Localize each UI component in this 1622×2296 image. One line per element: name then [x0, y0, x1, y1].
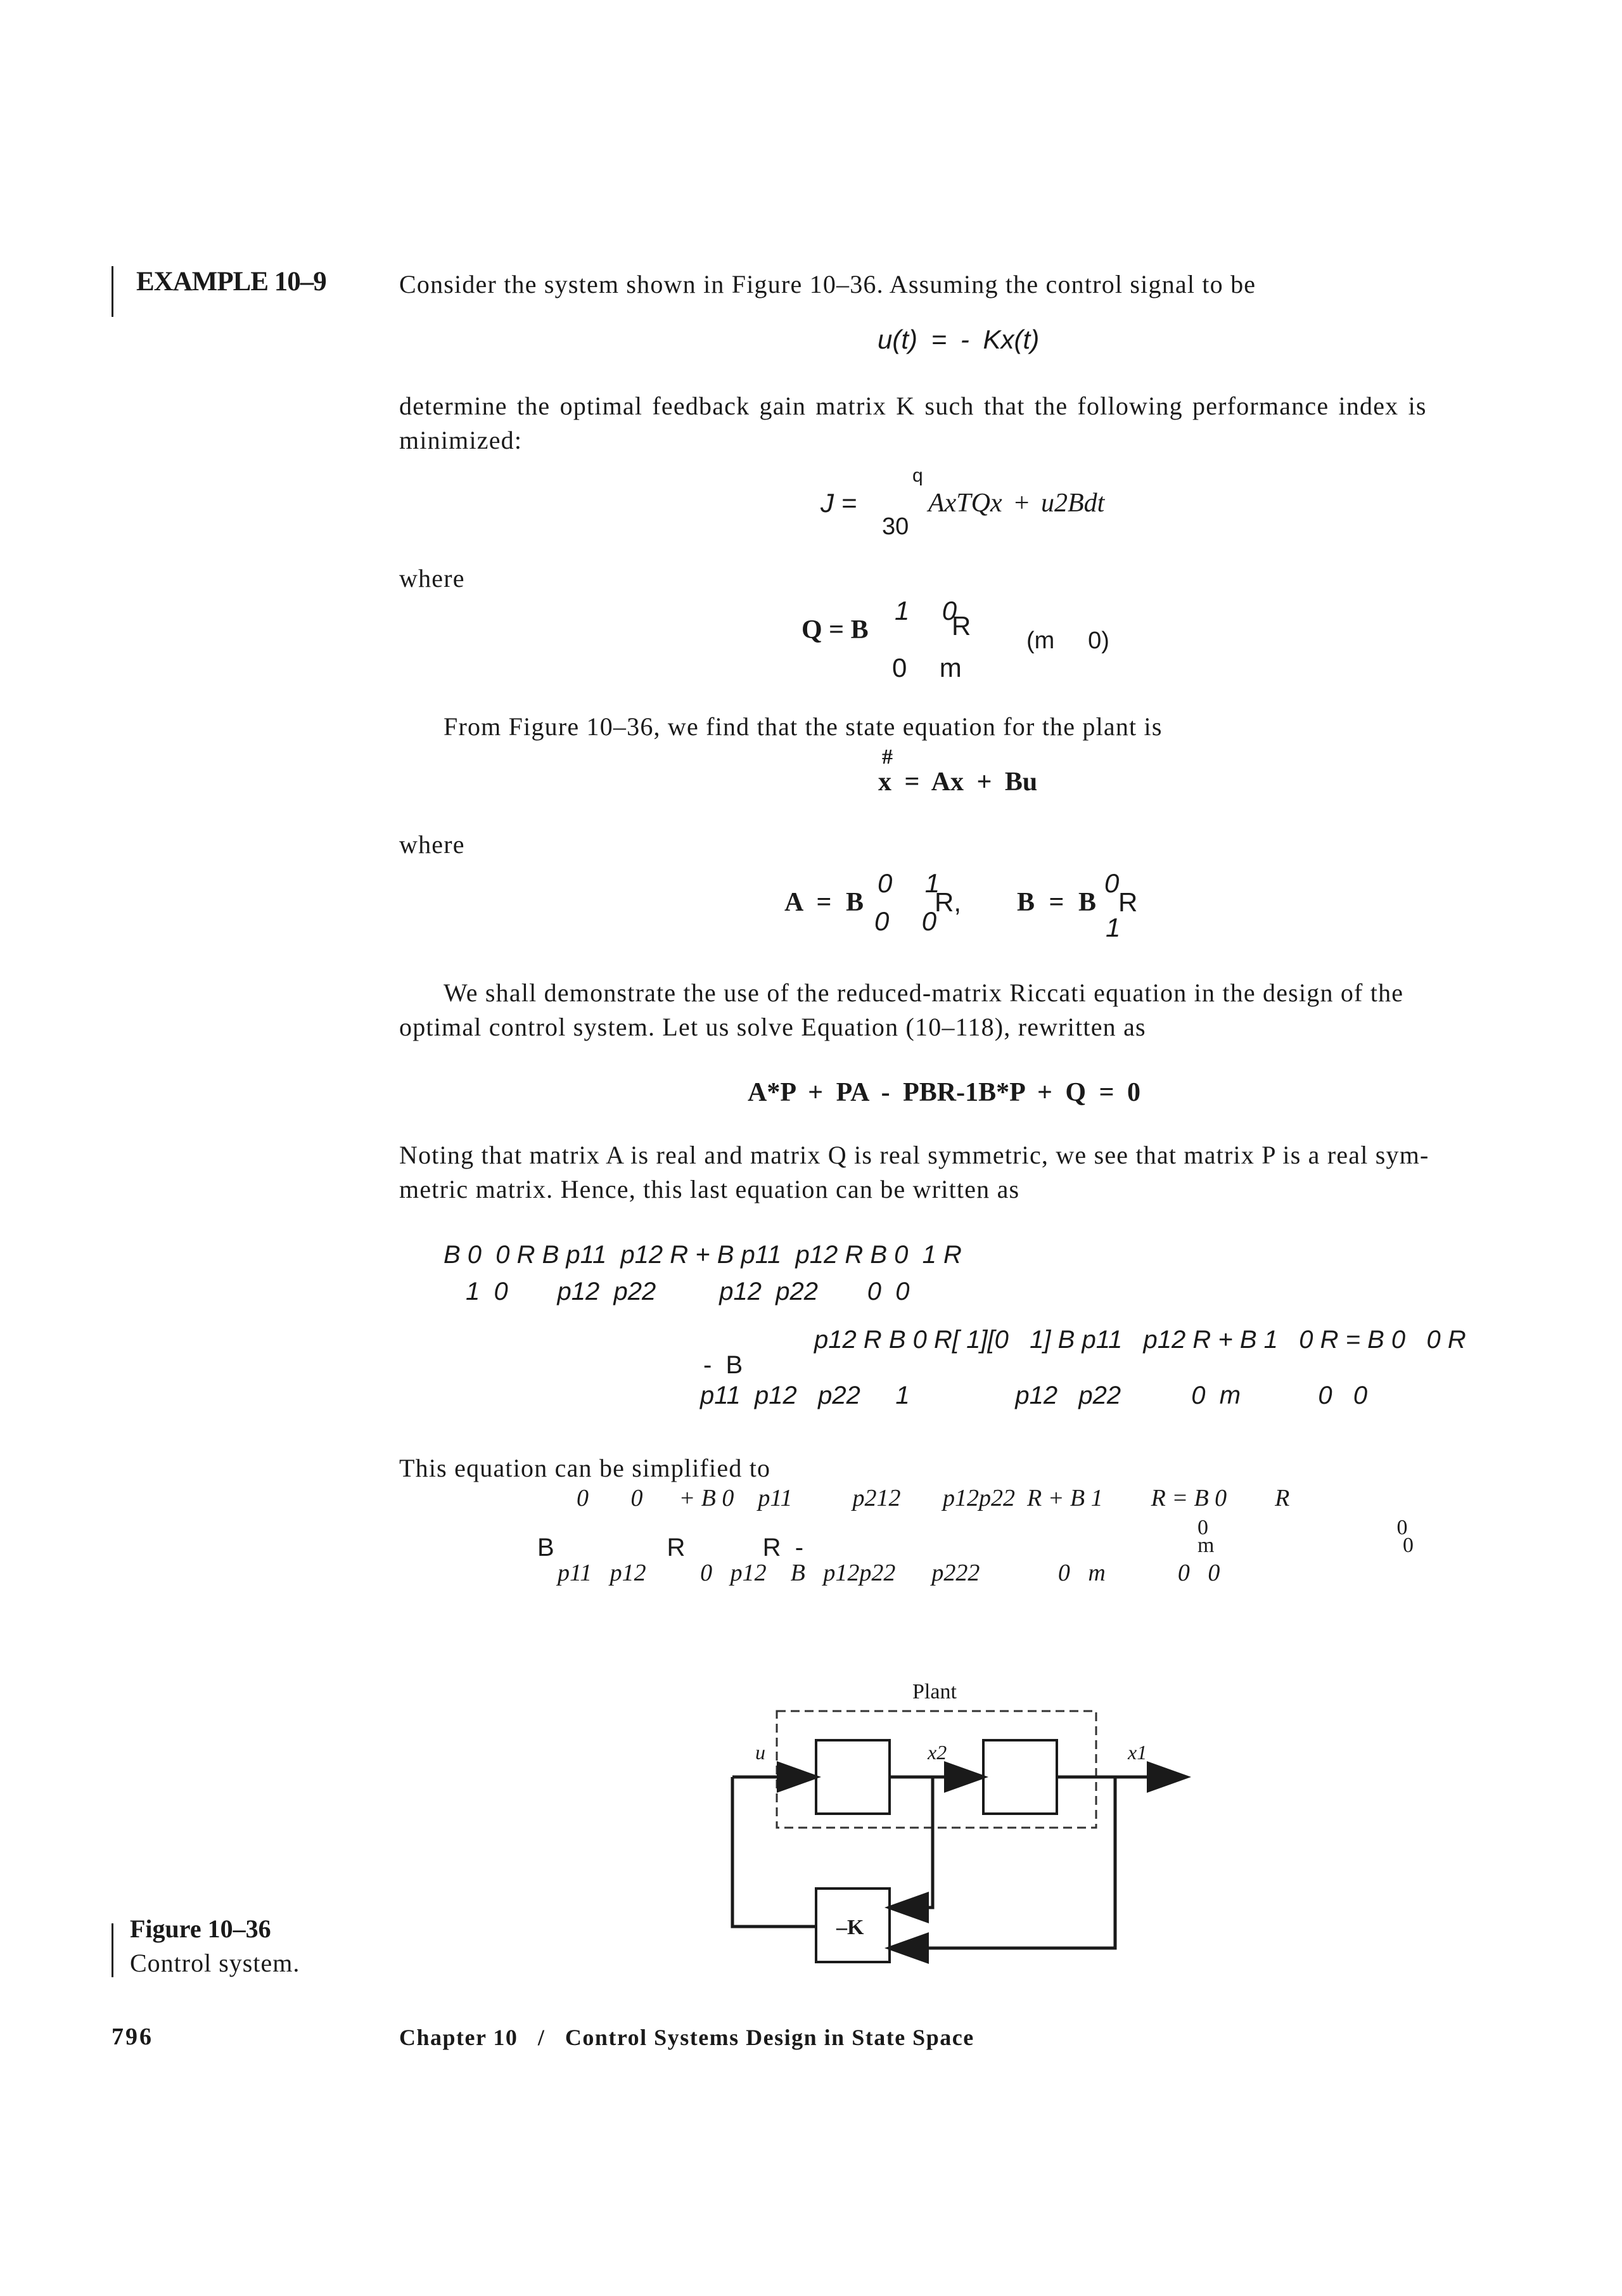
- k-output-line: [732, 1777, 816, 1927]
- control-law-equation: u(t) = - Kx(t): [878, 324, 1040, 354]
- B-matrix-lhs: B = B: [1017, 888, 1096, 917]
- perf-index-J: J =: [821, 488, 857, 518]
- intro-paragraph: Consider the system shown in Figure 10–36. Assuming the control signal to be: [399, 270, 1256, 298]
- state-equation: x = Ax + Bu: [878, 767, 1038, 797]
- noting-line-2: metric matrix. Hence, this last equation can be written as: [399, 1175, 1020, 1203]
- perf-index-lower-limit: 30: [882, 513, 909, 540]
- simp-eq-line1b: B R R -: [537, 1534, 804, 1562]
- plant-label: Plant: [912, 1680, 957, 1703]
- determine-line: determine the optimal feedback gain matrix K such that the following performance index is: [399, 392, 1427, 420]
- simp-eq-line1: 0 0 + B 0 p11 p212 p12p22 R + B 1 R = B 0 R: [577, 1485, 1290, 1511]
- margin-rule-bottom: [112, 1923, 113, 1977]
- perf-index-upper-limit: q: [912, 465, 923, 486]
- simp-eq-mid-extra2: m 0: [1197, 1534, 1414, 1557]
- matrix-eq-line2-minus: - B: [703, 1351, 743, 1379]
- simplified-line: This equation can be simplified to: [399, 1454, 771, 1482]
- A-matrix-bracket: R,: [935, 887, 961, 917]
- matrix-eq-line1: B 0 0 R B p11 p12 R + B p11 p12 R B 0 1 R: [444, 1241, 962, 1269]
- demo-line-2: optimal control system. Let us solve Equation (10–118), rewritten as: [399, 1013, 1146, 1041]
- example-label: EXAMPLE 10–9: [136, 267, 326, 297]
- margin-rule-top: [112, 266, 113, 317]
- riccati-equation: A*P + PA - PBR-1B*P + Q = 0: [748, 1078, 1141, 1107]
- minimized-line: minimized:: [399, 426, 523, 454]
- Q-matrix-row2: 0 m: [892, 653, 962, 683]
- where-line-1: where: [399, 564, 465, 593]
- Q-matrix-bracket: R: [952, 611, 971, 641]
- A-matrix-lhs: A = B: [784, 888, 864, 917]
- figure-caption-text: Control system.: [130, 1949, 300, 1977]
- A-matrix-row1: 0 1: [878, 868, 940, 898]
- noting-line-1: Noting that matrix A is real and matrix Q is real symmetric, we see that matrix P is a real sym-: [399, 1141, 1429, 1169]
- state-eq-dot: #: [882, 745, 893, 769]
- x2-feedback-line: [891, 1777, 933, 1908]
- chapter-running-footer: Chapter 10 / Control Systems Design in State Space: [399, 2025, 974, 2050]
- Q-condition: (m 0): [1026, 627, 1109, 654]
- from-figure-line: From Figure 10–36, we find that the state equation for the plant is: [444, 712, 1163, 741]
- where-line-2: where: [399, 830, 465, 859]
- matrix-eq-line2: p12 R B 0 R[ 1][0 1] B p11 p12 R + B 1 0 R = B 0 0 R: [814, 1326, 1466, 1354]
- integrator-block-1: [816, 1740, 890, 1814]
- simp-eq-line2: p11 p12 0 p12 B p12p22 p222 0 m 0 0: [558, 1560, 1220, 1586]
- x1-label: x1: [1128, 1741, 1147, 1764]
- B-matrix-bracket: R: [1118, 887, 1138, 917]
- simp-eq-mid-extra: 0 0: [1197, 1516, 1408, 1539]
- perf-index-integrand: AxTQx + u2Bdt: [928, 489, 1105, 518]
- demo-line-1: We shall demonstrate the use of the reduced-matrix Riccati equation in the design of the: [444, 978, 1404, 1007]
- A-matrix-row2: 0 0: [874, 906, 937, 936]
- x2-label: x2: [928, 1741, 947, 1764]
- matrix-eq-line1b: 1 0 p12 p22 p12 p22 0 0: [466, 1278, 910, 1305]
- integrator-block-2: [983, 1740, 1057, 1814]
- B-matrix-row2: 1: [1106, 913, 1121, 942]
- B-matrix-row1: 0: [1104, 868, 1120, 898]
- control-system-diagram: [697, 1673, 1204, 1977]
- gain-K-label: –K: [836, 1916, 864, 1939]
- Q-matrix-row1: 1 0: [895, 596, 957, 625]
- matrix-eq-line2b: p11 p12 p22 1 p12 p22 0 m 0 0: [700, 1382, 1368, 1409]
- u-label: u: [755, 1741, 765, 1764]
- Q-matrix-lhs: Q = B: [801, 615, 869, 645]
- page-number: 796: [112, 2023, 153, 2050]
- figure-caption-title: Figure 10–36: [130, 1914, 271, 1943]
